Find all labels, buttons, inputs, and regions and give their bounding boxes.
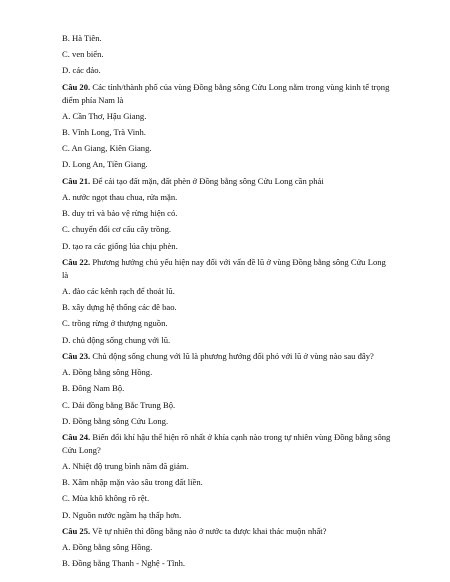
- answer-option: C. An Giang, Kiên Giang.: [62, 143, 152, 154]
- question-text: Chủ động sống chung với lũ là phương hướng đối phó với lũ ở vùng nào sau đây?: [90, 350, 374, 361]
- question-number: Câu 25.: [62, 525, 91, 536]
- answer-option: D. Nguồn nước ngầm hạ thấp hơn.: [62, 509, 182, 520]
- answer-option: B. Vĩnh Long, Trà Vinh.: [62, 126, 146, 137]
- question-text: Để cải tạo đất mặn, đất phèn ở Đồng bằng sông Cửu Long cần phải: [90, 175, 324, 186]
- answer-option: B. duy trì và bảo vệ rừng hiện có.: [62, 208, 178, 219]
- answer-option: D. Đồng bằng sông Cửu Long.: [62, 415, 169, 426]
- answer-option: D. Long An, Tiền Giang.: [62, 159, 148, 170]
- answer-option: D. tạo ra các giống lúa chịu phèn.: [62, 240, 178, 251]
- answer-option: C. Mùa khô không rõ rệt.: [62, 493, 150, 504]
- answer-option: B. Xâm nhập mặn vào sâu trong đất liền.: [62, 477, 203, 488]
- answer-option: A. Cần Thơ, Hậu Giang.: [62, 110, 147, 121]
- question-number: Câu 23.: [62, 350, 91, 361]
- answer-option: B. Đông Nam Bộ.: [62, 383, 125, 394]
- question-stem: [62, 81, 392, 107]
- answer-option: C. trồng rừng ở thượng nguồn.: [62, 318, 168, 329]
- answer-option: D. các đảo.: [62, 65, 101, 76]
- answer-option: D. chủ động sống chung với lũ.: [62, 334, 171, 345]
- question-text: Các tỉnh/thành phố của vùng Đồng bằng sông Cửu Long nằm trong vùng kinh tế trọng điểm phía Nam là: [62, 81, 390, 105]
- question-text: Phương hướng chủ yếu hiện nay đối với vấn đề lũ ở vùng Đồng bằng sông Cửu Long là: [62, 256, 386, 280]
- question-number: Câu 20.: [62, 81, 91, 92]
- question-number: Câu 21.: [62, 175, 91, 186]
- answer-option: A. nước ngọt thau chua, rửa mặn.: [62, 191, 178, 202]
- question-stem: [62, 525, 392, 538]
- answer-option: C. Dải đồng bằng Bắc Trung Bộ.: [62, 399, 176, 410]
- question-stem: [62, 350, 392, 363]
- answer-option: B. Đồng bằng Thanh - Nghệ - Tĩnh.: [62, 558, 186, 569]
- answer-option: A. Nhiệt độ trung bình năm đã giảm.: [62, 461, 189, 472]
- answer-option: B. xây dựng hệ thống các đê bao.: [62, 302, 177, 313]
- question-number: Câu 24.: [62, 431, 91, 442]
- answer-option: C. ven biển.: [62, 49, 104, 60]
- answer-option: A. đào các kênh rạch để thoát lũ.: [62, 285, 175, 296]
- answer-option: A. Đồng bằng sông Hồng.: [62, 367, 153, 378]
- question-stem: [62, 256, 392, 282]
- answer-option: B. Hà Tiên.: [62, 33, 102, 43]
- question-stem: [62, 431, 392, 457]
- question-stem: [62, 175, 392, 188]
- question-number: Câu 22.: [62, 256, 91, 267]
- answer-option: C. chuyển đổi cơ cấu cây trồng.: [62, 224, 172, 235]
- document-content: [62, 32, 392, 574]
- answer-option: A. Đồng bằng sông Hồng.: [62, 542, 153, 553]
- question-text: Biến đổi khí hậu thể hiện rõ nhất ở khía cạnh nào trong tự nhiên vùng Đồng bằng sông Cửu Long?: [62, 431, 391, 455]
- question-text: Về tự nhiên thì đồng bằng nào ở nước ta được khai thác muộn nhất?: [90, 525, 327, 536]
